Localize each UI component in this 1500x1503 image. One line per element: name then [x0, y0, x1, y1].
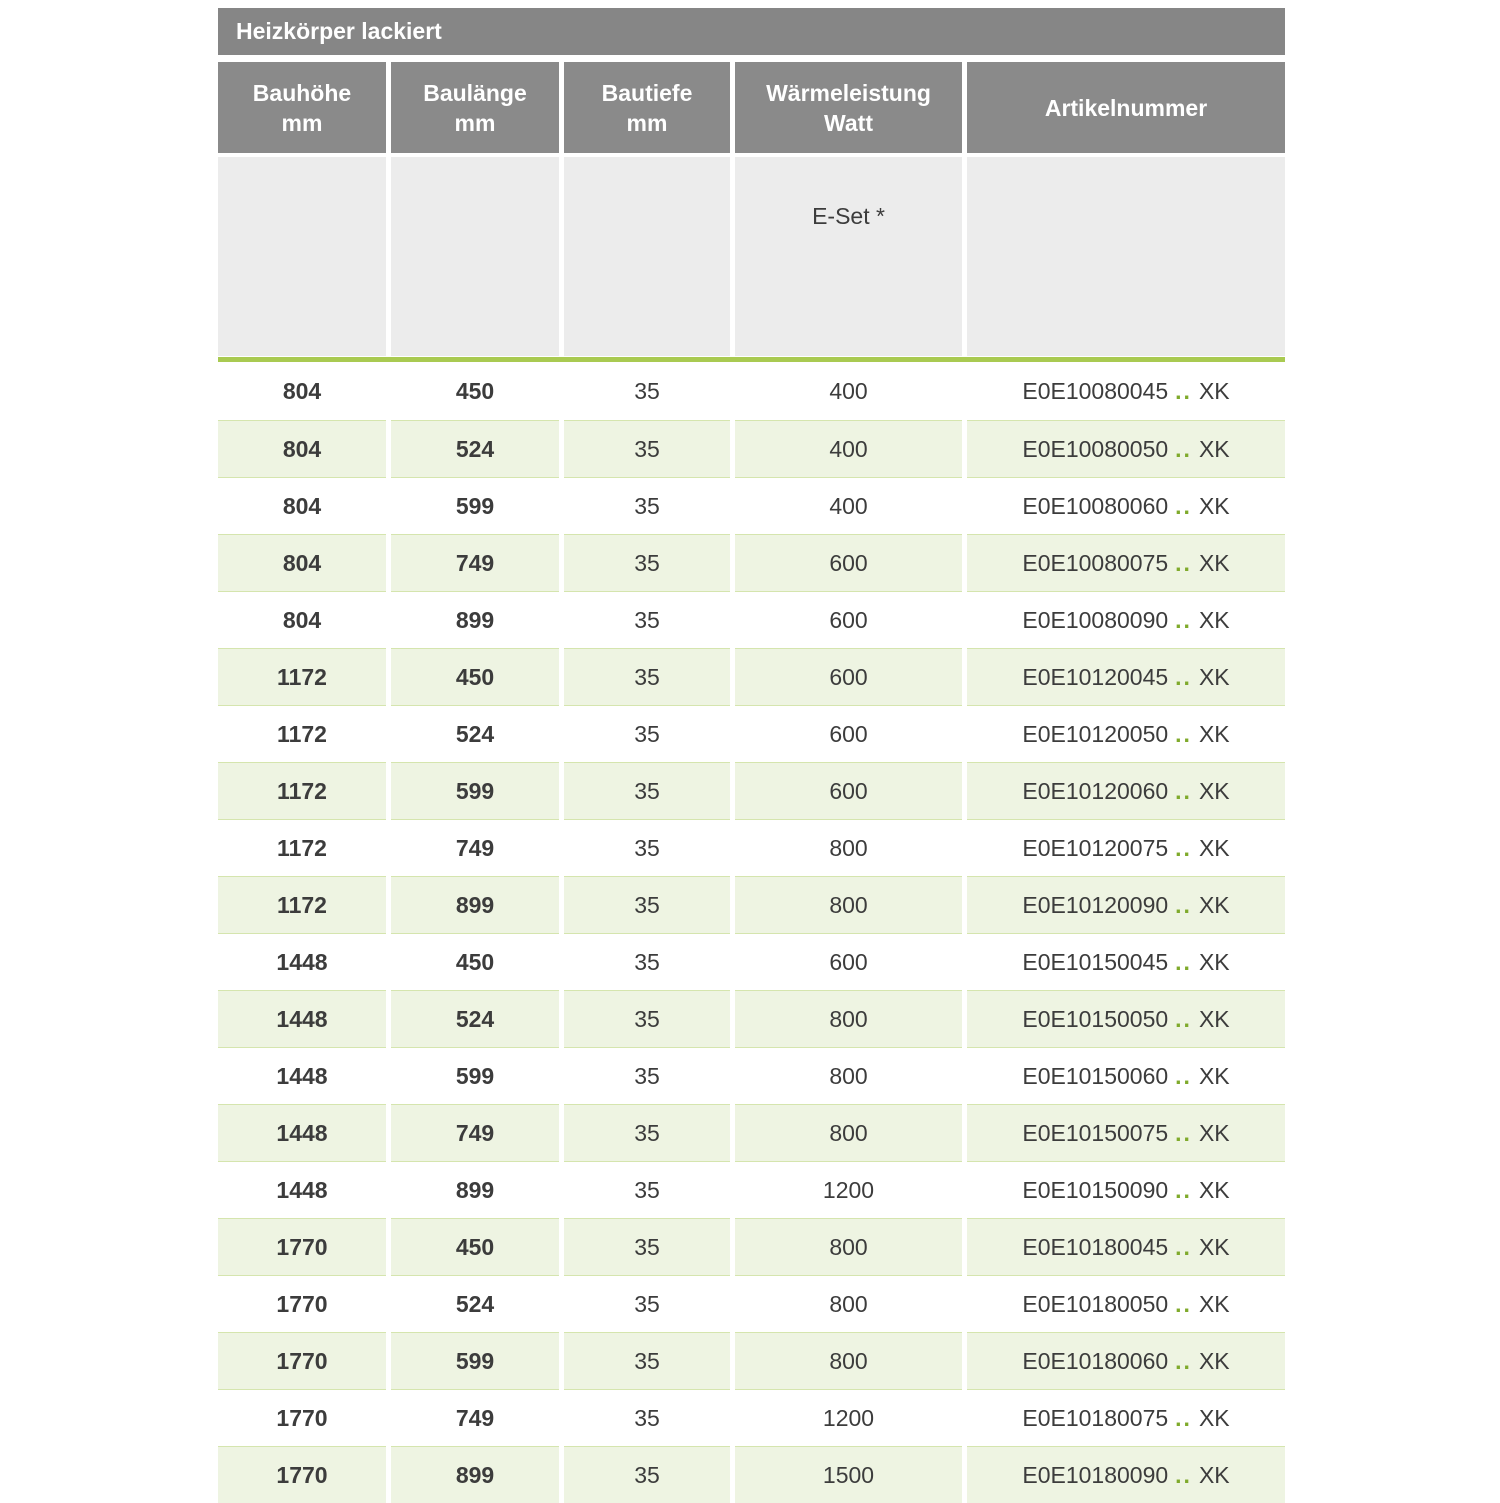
table-row: [218, 705, 1285, 762]
sub-header-eset-cell: [735, 157, 962, 356]
artikel-suffix: XK: [1198, 1176, 1230, 1203]
cell-bautiefe: 35: [564, 648, 730, 705]
artikel-base: E0E10180075: [1022, 1404, 1169, 1431]
cell-bautiefe: 35: [564, 1047, 730, 1104]
artikel-suffix: XK: [1198, 1233, 1230, 1260]
artikel-dots: ..: [1175, 378, 1192, 404]
column-header-label: Bautiefe: [601, 79, 693, 106]
cell-bauhoehe: 804: [218, 477, 386, 534]
artikel-suffix: XK: [1198, 1290, 1230, 1317]
cell-bauhoehe: 1448: [218, 990, 386, 1047]
table-row: [218, 648, 1285, 705]
table-row: [218, 477, 1285, 534]
cell-watt: 800: [735, 876, 962, 933]
artikel-dots: ..: [1175, 1347, 1192, 1374]
artikel-dots: ..: [1175, 549, 1192, 576]
cell-watt: 400: [735, 363, 962, 420]
table-row: [218, 1104, 1285, 1161]
table-row: [218, 534, 1285, 591]
cell-bauhoehe: 1448: [218, 933, 386, 990]
table-row: [218, 1161, 1285, 1218]
cell-baulaenge: 599: [391, 477, 559, 534]
cell-watt: 600: [735, 534, 962, 591]
column-header-unit: mm: [281, 109, 323, 136]
artikel-suffix: XK: [1198, 834, 1230, 861]
cell-bautiefe: 35: [564, 762, 730, 819]
cell-baulaenge: 450: [391, 648, 559, 705]
cell-baulaenge: 450: [391, 363, 559, 420]
cell-artikelnummer: [967, 363, 1285, 420]
cell-bauhoehe: 1770: [218, 1446, 386, 1503]
eset-label: E-Set *: [812, 203, 885, 229]
artikel-suffix: XK: [1198, 663, 1230, 690]
cell-baulaenge: 450: [391, 933, 559, 990]
cell-artikelnummer: [967, 705, 1285, 762]
artikel-base: E0E10180045: [1022, 1233, 1169, 1260]
cell-watt: 400: [735, 477, 962, 534]
column-header-label: Baulänge: [423, 79, 527, 106]
cell-bautiefe: 35: [564, 1332, 730, 1389]
artikel-dots: ..: [1175, 1233, 1192, 1260]
cell-artikelnummer: [967, 1275, 1285, 1332]
column-header-unit: mm: [626, 109, 668, 136]
cell-baulaenge: 524: [391, 705, 559, 762]
column-header-unit: Watt: [824, 109, 873, 136]
cell-watt: 1200: [735, 1161, 962, 1218]
table-row: [218, 363, 1285, 420]
artikel-suffix: XK: [1198, 1404, 1230, 1431]
artikel-suffix: XK: [1198, 549, 1230, 576]
cell-bautiefe: 35: [564, 477, 730, 534]
cell-bautiefe: 35: [564, 420, 730, 477]
cell-bautiefe: 35: [564, 1446, 730, 1503]
artikel-base: E0E10150045: [1022, 948, 1169, 975]
cell-artikelnummer: [967, 534, 1285, 591]
artikel-suffix: XK: [1198, 720, 1230, 747]
cell-bautiefe: 35: [564, 1218, 730, 1275]
column-header-bauhoehe: [218, 62, 386, 153]
artikel-base: E0E10150050: [1022, 1005, 1169, 1032]
column-header-artikelnummer: [967, 62, 1285, 153]
column-header-label: Artikelnummer: [1044, 94, 1208, 121]
cell-watt: 800: [735, 1332, 962, 1389]
cell-baulaenge: 749: [391, 534, 559, 591]
table-row: [218, 1332, 1285, 1389]
cell-bauhoehe: 1172: [218, 876, 386, 933]
artikel-base: E0E10120075: [1022, 834, 1169, 861]
cell-artikelnummer: [967, 1161, 1285, 1218]
cell-watt: 800: [735, 1047, 962, 1104]
artikel-suffix: XK: [1198, 606, 1230, 633]
cell-bauhoehe: 1172: [218, 648, 386, 705]
artikel-base: E0E10080090: [1022, 606, 1169, 633]
cell-watt: 600: [735, 648, 962, 705]
cell-bauhoehe: 1770: [218, 1275, 386, 1332]
cell-baulaenge: 899: [391, 876, 559, 933]
cell-baulaenge: 524: [391, 420, 559, 477]
artikel-suffix: XK: [1198, 1062, 1230, 1089]
artikel-dots: ..: [1175, 1461, 1192, 1488]
artikel-suffix: XK: [1198, 1119, 1230, 1146]
cell-bautiefe: 35: [564, 876, 730, 933]
cell-bauhoehe: 1448: [218, 1104, 386, 1161]
cell-bautiefe: 35: [564, 591, 730, 648]
artikel-suffix: XK: [1198, 1461, 1230, 1488]
cell-artikelnummer: [967, 477, 1285, 534]
artikel-suffix: XK: [1198, 777, 1230, 804]
cell-bautiefe: 35: [564, 1389, 730, 1446]
table-row: [218, 933, 1285, 990]
sub-header-row: [218, 157, 1285, 356]
cell-bauhoehe: 804: [218, 534, 386, 591]
table-row: [218, 762, 1285, 819]
artikel-base: E0E10080045: [1022, 378, 1169, 404]
table-title: Heizkörper lackiert: [236, 18, 442, 44]
artikel-base: E0E10120045: [1022, 663, 1169, 690]
column-header-waermeleistung: [735, 62, 962, 153]
artikel-dots: ..: [1175, 435, 1192, 462]
artikel-base: E0E10150075: [1022, 1119, 1169, 1146]
cell-watt: 800: [735, 819, 962, 876]
cell-baulaenge: 899: [391, 591, 559, 648]
column-header-label: Bauhöhe: [252, 79, 352, 106]
artikel-dots: ..: [1175, 891, 1192, 918]
cell-baulaenge: 749: [391, 819, 559, 876]
cell-bauhoehe: 1172: [218, 819, 386, 876]
cell-bauhoehe: 804: [218, 363, 386, 420]
cell-bautiefe: 35: [564, 1161, 730, 1218]
cell-baulaenge: 899: [391, 1446, 559, 1503]
cell-bautiefe: 35: [564, 705, 730, 762]
cell-bauhoehe: 1770: [218, 1218, 386, 1275]
column-header-bautiefe: [564, 62, 730, 153]
cell-baulaenge: 524: [391, 1275, 559, 1332]
cell-baulaenge: 599: [391, 762, 559, 819]
artikel-base: E0E10120060: [1022, 777, 1169, 804]
artikel-base: E0E10120090: [1022, 891, 1169, 918]
artikel-dots: ..: [1175, 777, 1192, 804]
sub-header-cell: [391, 157, 559, 356]
table-row: [218, 1389, 1285, 1446]
cell-baulaenge: 749: [391, 1104, 559, 1161]
cell-artikelnummer: [967, 819, 1285, 876]
table-row: [218, 420, 1285, 477]
cell-artikelnummer: [967, 762, 1285, 819]
cell-watt: 600: [735, 591, 962, 648]
cell-baulaenge: 450: [391, 1218, 559, 1275]
cell-bautiefe: 35: [564, 933, 730, 990]
artikel-dots: ..: [1175, 834, 1192, 861]
cell-artikelnummer: [967, 933, 1285, 990]
artikel-dots: ..: [1175, 1062, 1192, 1089]
table-body: [218, 363, 1285, 1503]
artikel-base: E0E10150060: [1022, 1062, 1169, 1089]
cell-bauhoehe: 1448: [218, 1047, 386, 1104]
table-title-bar: [218, 8, 1285, 55]
table-row: [218, 819, 1285, 876]
cell-bautiefe: 35: [564, 1275, 730, 1332]
cell-artikelnummer: [967, 648, 1285, 705]
cell-baulaenge: 749: [391, 1389, 559, 1446]
cell-bauhoehe: 1448: [218, 1161, 386, 1218]
cell-bauhoehe: 1770: [218, 1389, 386, 1446]
cell-bauhoehe: 804: [218, 420, 386, 477]
artikel-base: E0E10080075: [1022, 549, 1169, 576]
cell-watt: 800: [735, 1275, 962, 1332]
artikel-dots: ..: [1175, 720, 1192, 747]
column-header-row: [218, 62, 1285, 153]
table-row: [218, 591, 1285, 648]
green-divider: [218, 357, 1285, 362]
cell-watt: 800: [735, 1104, 962, 1161]
sub-header-cell: [564, 157, 730, 356]
cell-bautiefe: 35: [564, 363, 730, 420]
cell-baulaenge: 899: [391, 1161, 559, 1218]
artikel-base: E0E10080060: [1022, 492, 1169, 519]
cell-artikelnummer: [967, 1047, 1285, 1104]
cell-bauhoehe: 1770: [218, 1332, 386, 1389]
artikel-dots: ..: [1175, 1404, 1192, 1431]
table-row: [218, 1047, 1285, 1104]
product-table: [218, 8, 1285, 1503]
cell-artikelnummer: [967, 990, 1285, 1047]
cell-bautiefe: 35: [564, 1104, 730, 1161]
cell-bautiefe: 35: [564, 990, 730, 1047]
artikel-base: E0E10150090: [1022, 1176, 1169, 1203]
artikel-dots: ..: [1175, 1290, 1192, 1317]
artikel-base: E0E10180050: [1022, 1290, 1169, 1317]
artikel-suffix: XK: [1198, 891, 1230, 918]
artikel-dots: ..: [1175, 948, 1192, 975]
cell-watt: 600: [735, 762, 962, 819]
cell-artikelnummer: [967, 1446, 1285, 1503]
cell-baulaenge: 599: [391, 1332, 559, 1389]
table-row: [218, 990, 1285, 1047]
cell-baulaenge: 524: [391, 990, 559, 1047]
column-header-label: Wärmeleistung: [766, 79, 931, 106]
cell-bauhoehe: 1172: [218, 762, 386, 819]
artikel-dots: ..: [1175, 663, 1192, 690]
artikel-suffix: XK: [1198, 1347, 1230, 1374]
artikel-base: E0E10180060: [1022, 1347, 1169, 1374]
artikel-suffix: XK: [1198, 1005, 1230, 1032]
cell-bautiefe: 35: [564, 534, 730, 591]
sub-header-cell: [218, 157, 386, 356]
table-row: [218, 1218, 1285, 1275]
cell-artikelnummer: [967, 876, 1285, 933]
column-header-baulaenge: [391, 62, 559, 153]
cell-artikelnummer: [967, 591, 1285, 648]
cell-watt: 1500: [735, 1446, 962, 1503]
cell-baulaenge: 599: [391, 1047, 559, 1104]
cell-artikelnummer: [967, 1332, 1285, 1389]
cell-watt: 1200: [735, 1389, 962, 1446]
cell-watt: 800: [735, 1218, 962, 1275]
cell-artikelnummer: [967, 1104, 1285, 1161]
artikel-dots: ..: [1175, 1005, 1192, 1032]
cell-watt: 800: [735, 990, 962, 1047]
cell-bauhoehe: 1172: [218, 705, 386, 762]
cell-bautiefe: 35: [564, 819, 730, 876]
cell-artikelnummer: [967, 420, 1285, 477]
cell-watt: 600: [735, 933, 962, 990]
column-header-unit: mm: [454, 109, 496, 136]
table-row: [218, 876, 1285, 933]
table-row: [218, 1446, 1285, 1503]
artikel-dots: ..: [1175, 1176, 1192, 1203]
artikel-suffix: XK: [1198, 435, 1230, 462]
artikel-dots: ..: [1175, 492, 1192, 519]
cell-watt: 400: [735, 420, 962, 477]
cell-watt: 600: [735, 705, 962, 762]
artikel-base: E0E10080050: [1022, 435, 1169, 462]
artikel-base: E0E10180090: [1022, 1461, 1169, 1488]
artikel-dots: ..: [1175, 1119, 1192, 1146]
table-row: [218, 1275, 1285, 1332]
artikel-dots: ..: [1175, 606, 1192, 633]
artikel-suffix: XK: [1198, 378, 1230, 404]
artikel-base: E0E10120050: [1022, 720, 1169, 747]
cell-bauhoehe: 804: [218, 591, 386, 648]
cell-artikelnummer: [967, 1218, 1285, 1275]
artikel-suffix: XK: [1198, 948, 1230, 975]
artikel-suffix: XK: [1198, 492, 1230, 519]
cell-artikelnummer: [967, 1389, 1285, 1446]
sub-header-cell: [967, 157, 1285, 356]
